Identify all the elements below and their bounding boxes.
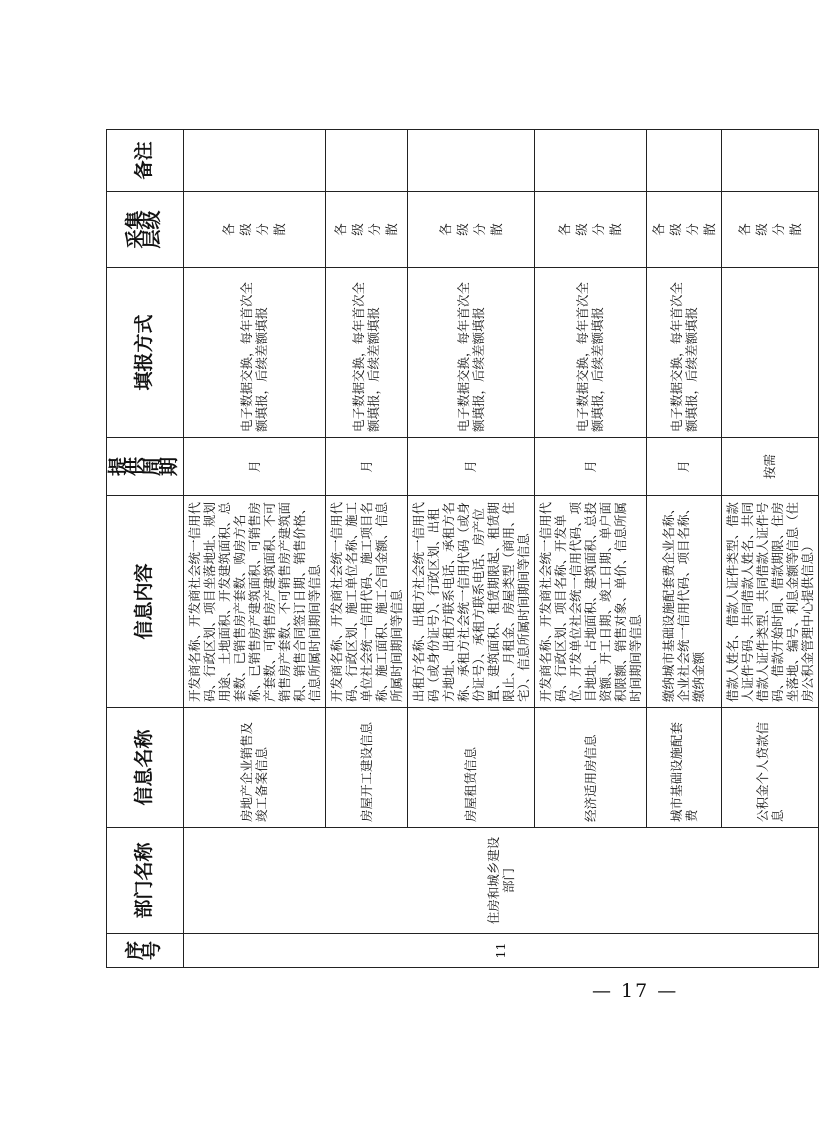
row-level: 各级分散 xyxy=(325,192,407,268)
row-period: 按需 xyxy=(721,438,818,496)
row-level: 各级分散 xyxy=(646,192,721,268)
row-content: 缴纳城市基础设施配套费企业名称、企业社会统一信用代码、项目名称、缴纳金额 xyxy=(646,496,721,708)
row-method: 电子数据交换，每年首次全额填报，后续差额填报 xyxy=(407,268,534,438)
page-number: — 17 — xyxy=(592,980,679,1002)
group-dept: 住房和城乡建设部门 xyxy=(183,828,818,934)
header-seq: 序号 xyxy=(107,934,184,968)
row-remark xyxy=(646,130,721,192)
row-content: 出租方名称、出租方社会统一信用代码（或身份证号）、行政区划、出租方地址、出租方联系电话、承租方名称、承租方社会统一信用代码（或身份证号）、承租方联系电话、房产位置、建筑面积、租赁期限起、租赁期限止、月租金、房屋类型（商用、住宅）、信息所属时间期间等信息 xyxy=(407,496,534,708)
rotated-table-container xyxy=(106,130,815,968)
row-info-name: 公积金个人贷款信息 xyxy=(721,708,818,828)
row-method: 电子数据交换，每年首次全额填报，后续差额填报 xyxy=(646,268,721,438)
row-method: 电子数据交换，每年首次全额填报，后续差额填报 xyxy=(534,268,646,438)
header-row xyxy=(107,130,184,968)
row-period: 月 xyxy=(183,438,325,496)
row-level: 各级分散 xyxy=(183,192,325,268)
row-content: 开发商名称、开发商社会统一信用代码、行政区划、项目名称、开发单位、开发单位社会统一信用代码、项目地址、占地面积、建筑面积、总投资额、开工日期、竣工日期、单户面积限额、销售对象、单价、信息所属时间期间等信息 xyxy=(534,496,646,708)
row-period: 月 xyxy=(407,438,534,496)
row-info-name: 城市基础设施配套费 xyxy=(646,708,721,828)
row-level: 各级分散 xyxy=(407,192,534,268)
row-info-name: 房地产企业销售及竣工备案信息 xyxy=(183,708,325,828)
row-info-name: 经济适用房信息 xyxy=(534,708,646,828)
row-method xyxy=(721,268,818,438)
header-period: 提供周期 xyxy=(107,438,184,496)
row-remark xyxy=(721,130,818,192)
header-method: 填报方式 xyxy=(107,268,184,438)
header-content: 信息内容 xyxy=(107,496,184,708)
table-row xyxy=(183,130,325,968)
header-remark: 备注 xyxy=(107,130,184,192)
row-period: 月 xyxy=(325,438,407,496)
header-level: 采集层级 xyxy=(107,192,184,268)
row-method: 电子数据交换，每年首次全额填报，后续差额填报 xyxy=(183,268,325,438)
row-info-name: 房屋开工建设信息 xyxy=(325,708,407,828)
header-info-name: 信息名称 xyxy=(107,708,184,828)
row-period: 月 xyxy=(646,438,721,496)
row-level: 各级分散 xyxy=(721,192,818,268)
row-remark xyxy=(183,130,325,192)
row-method: 电子数据交换，每年首次全额填报，后续差额填报 xyxy=(325,268,407,438)
row-remark xyxy=(534,130,646,192)
info-table xyxy=(106,129,819,968)
row-remark xyxy=(325,130,407,192)
row-info-name: 房屋租赁信息 xyxy=(407,708,534,828)
row-level: 各级分散 xyxy=(534,192,646,268)
row-content: 开发商名称、开发商社会统一信用代码、行政区划、项目坐落地址、规划用途、土地面积、开发建筑面积、总套数、已销售房产套数、购房方名称、已销售房产建筑面积、可销售房产套数、可销售房产建筑面积、不可销售房产套数、不可销售房产建筑面积、销售合同签订日期、销售价格、信息所属时间期间等信息 xyxy=(183,496,325,708)
row-period: 月 xyxy=(534,438,646,496)
row-remark xyxy=(407,130,534,192)
group-seq: 11 xyxy=(183,934,818,968)
header-dept: 部门名称 xyxy=(107,828,184,934)
row-content: 开发商名称、开发商社会统一信用代码、行政区划、施工单位名称、施工单位社会统一信用代码、施工项目名称、施工面积、施工合同金额、信息所属时间期间等信息 xyxy=(325,496,407,708)
row-content: 借款人姓名、借款人证件类型、借款人证件号码、共同借款人姓名、共同借款人证件类型、共同借款人证件号码、借款开始时间、借款期限、住房坐落地、编号、利息金额等信息（住房公积金管理中心提供信息） xyxy=(721,496,818,708)
